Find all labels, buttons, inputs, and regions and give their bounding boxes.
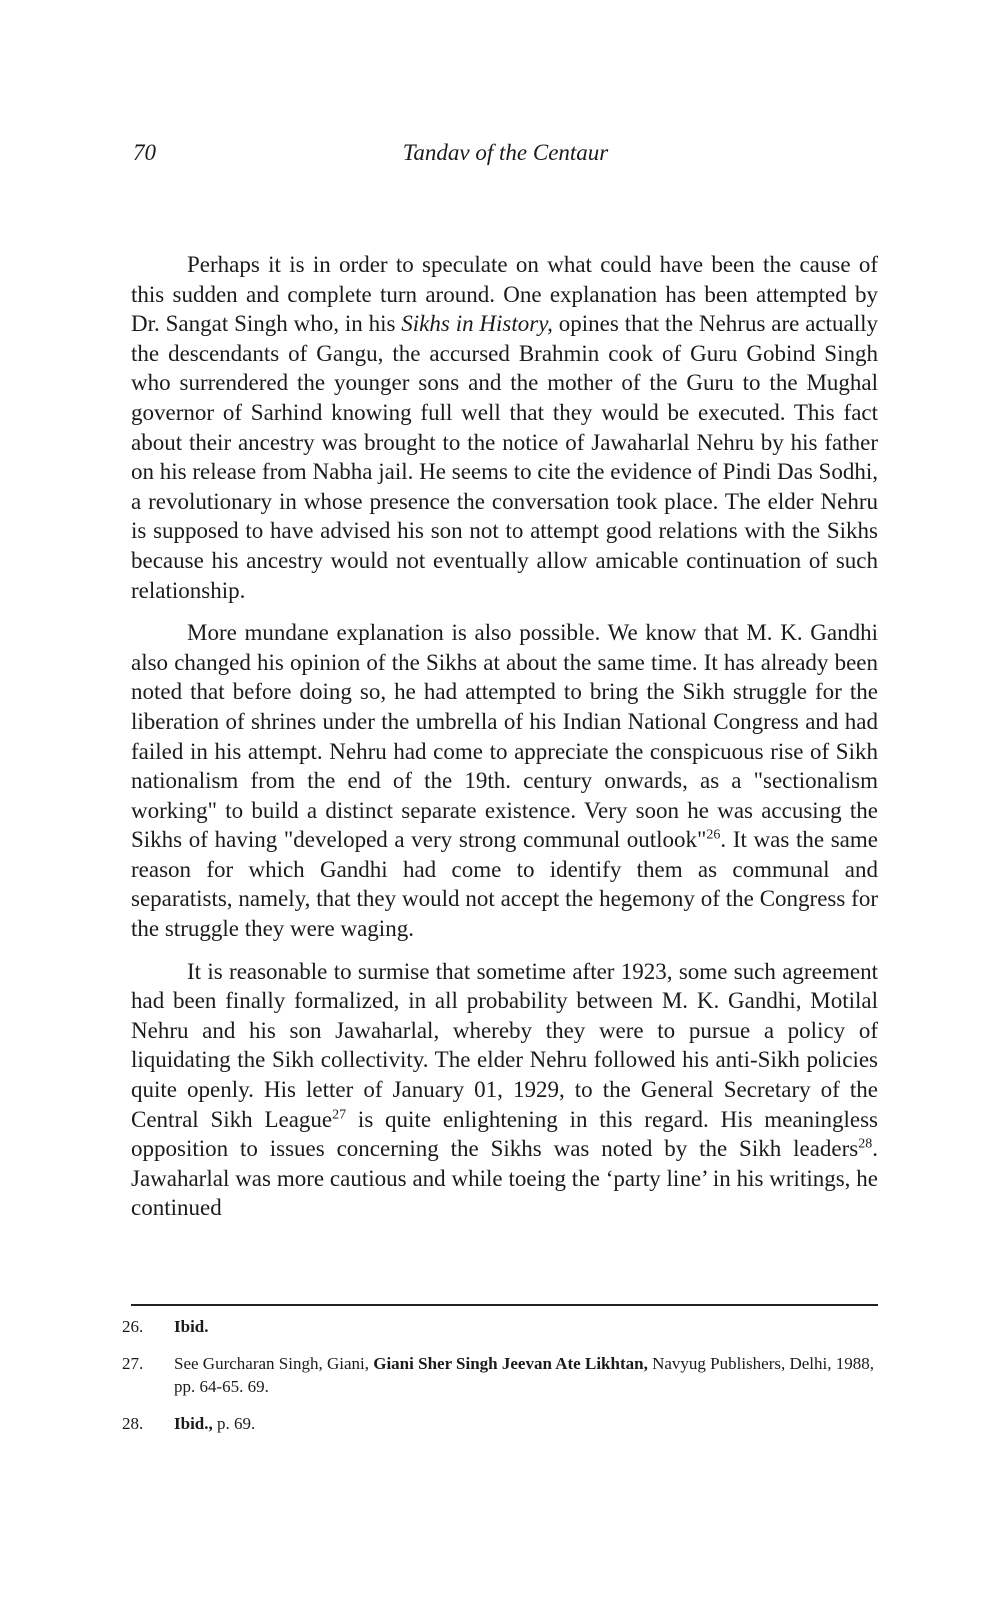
paragraph-text: It is reasonable to surmise that sometime after 1923, some such agreement had been finally formalized, in all probability between M. K. Gandhi, Motilal Nehru and his son Jawaharlal, whereby they were to pursue a policy of liquidating the Sikh collectivity. The elder Nehru followed his anti-Sikh policies quite openly. His letter of January 01, 1929, to the General Secretary of the Central Sikh League bbox=[131, 958, 878, 1132]
book-title-italic: Sikhs in History, bbox=[401, 311, 553, 337]
footnote-28 bbox=[122, 1412, 882, 1435]
footnote-text: p. 69. bbox=[212, 1414, 256, 1433]
footnote-text: See Gurcharan Singh, Giani, bbox=[174, 1354, 374, 1373]
footnotes bbox=[122, 1315, 882, 1449]
footnote-ref: 28 bbox=[858, 1136, 873, 1152]
page-number: 70 bbox=[133, 140, 156, 165]
paragraph-2 bbox=[131, 618, 878, 944]
body-text bbox=[131, 250, 878, 1236]
footnote-number: 28. bbox=[122, 1414, 144, 1433]
paragraph-3 bbox=[131, 957, 878, 1223]
paragraph-1 bbox=[131, 250, 878, 605]
footnote-27 bbox=[122, 1352, 882, 1398]
footnote-divider bbox=[131, 1304, 878, 1306]
paragraph-text: . It was the same reason for which Gandhi had come to identify them as communal and separatists, namely, that they would not accept the hegemony of the Congress for the struggle they were waging. bbox=[131, 827, 878, 942]
paragraph-text: . Jawaharlal was more cautious and while toeing the ‘party line’ in his writings, he continued bbox=[131, 1136, 878, 1221]
footnote-text: Ibid. bbox=[174, 1317, 209, 1336]
footnote-number: 27. bbox=[122, 1354, 144, 1373]
page-header bbox=[133, 140, 878, 180]
paragraph-text: is quite enlightening in this regard. His meaningless opposition to issues concerning the Sikhs was noted by the Sikh leaders bbox=[131, 1106, 879, 1162]
footnote-26 bbox=[122, 1315, 882, 1338]
footnote-text: Navyug Publishers, Delhi, 1988, pp. 64-65. 69. bbox=[174, 1354, 875, 1396]
footnote-book-title: Giani Sher Singh Jeevan Ate Likhtan, bbox=[373, 1354, 648, 1373]
running-title: Tandav of the Centaur bbox=[402, 140, 609, 165]
paragraph-text: Perhaps it is in order to speculate on what could have been the cause of this sudden and complete turn around. One explanation has been attempted by Dr. Sangat Singh who, in his bbox=[131, 252, 878, 337]
footnote-number: 26. bbox=[122, 1317, 144, 1336]
footnote-ibid: Ibid., bbox=[174, 1414, 213, 1433]
paragraph-text: opines that the Nehrus are actually the descendants of Gangu, the accursed Brahmin cook of Guru Gobind Singh who surrendered the younger sons and the mother of the Guru to the Mughal governor of Sarhind knowing full well that they would be executed. This fact about their ancestry was brought to the notice of Jawaharlal Nehru by his father on his release from Nabha jail. He seems to cite the evidence of Pindi Das Sodhi, a revolutionary in whose presence the conversation took place. The elder Nehru is supposed to have advised his son not to attempt good relations with the Sikhs because his ancestry would not eventually allow amicable continuation of such relationship. bbox=[131, 311, 879, 603]
footnote-ref: 27 bbox=[332, 1106, 347, 1122]
paragraph-text: More mundane explanation is also possible. We know that M. K. Gandhi also changed his opinion of the Sikhs at about the same time. It has already been noted that before doing so, he had attempted to bring the Sikh struggle for the liberation of shrines under the umbrella of his Indian National Congress and had failed in his attempt. Nehru had come to appreciate the conspicuous rise of Sikh nationalism from the end of the 19th. century onwards, as a "sectionalism working" to build a distinct separate existence. Very soon he was accusing the Sikhs of having "developed a very strong communal outlook" bbox=[131, 620, 878, 853]
footnote-ref: 26 bbox=[706, 827, 721, 843]
